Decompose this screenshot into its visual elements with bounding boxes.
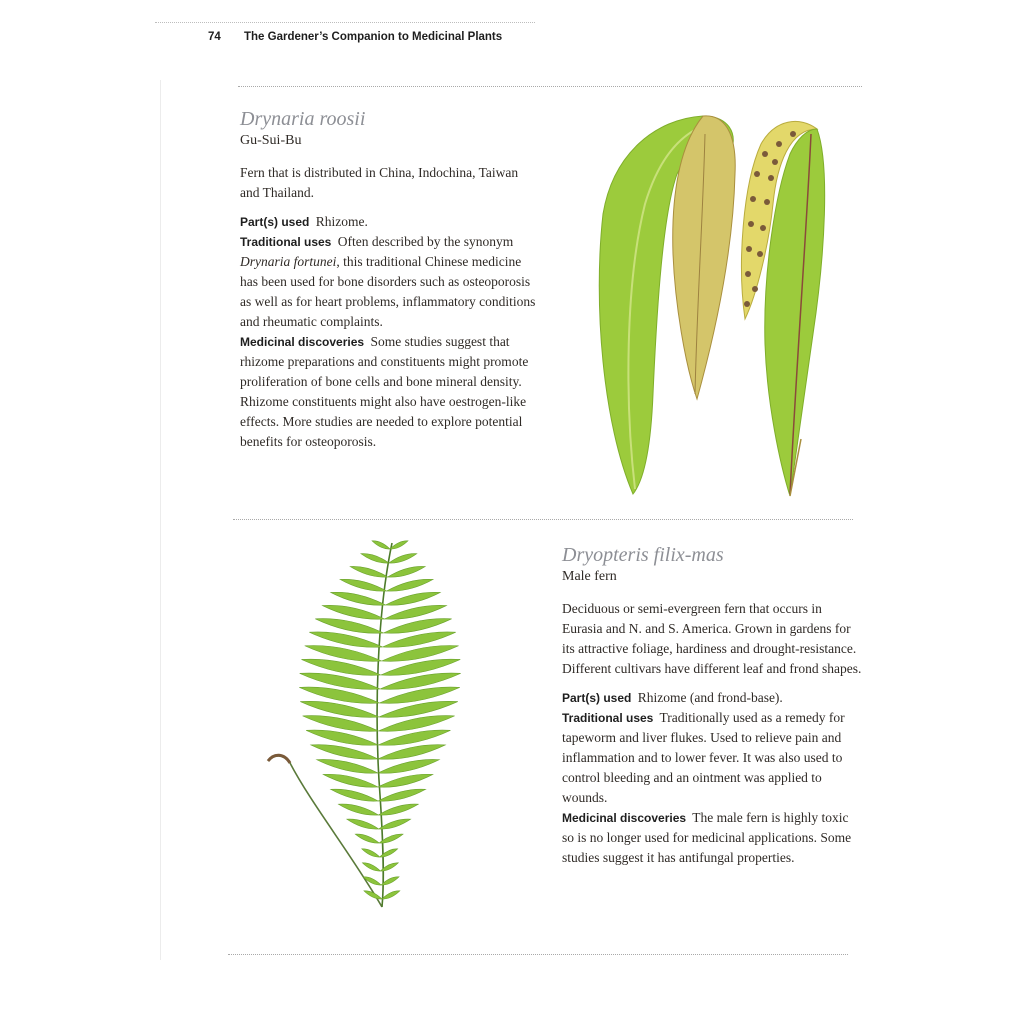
fern-pinna-right — [390, 541, 408, 549]
fern-pinna-right — [378, 759, 439, 773]
fern-pinna-right — [379, 716, 455, 732]
common-name: Male fern — [562, 569, 617, 584]
fern-pinna-right — [387, 579, 434, 591]
parts-used — [562, 688, 862, 708]
latin-name: Drynaria roosii — [240, 108, 366, 130]
parts-used — [240, 212, 540, 232]
parts-used-text: Rhizome. — [315, 214, 368, 229]
section-divider — [238, 86, 862, 87]
fern-pinna-right — [378, 804, 418, 815]
section-divider — [233, 519, 853, 520]
fern-pinna-right — [382, 645, 459, 661]
fern-pinna-left — [362, 849, 380, 857]
book-title: The Gardener’s Companion to Medicinal Plants — [244, 31, 503, 43]
fern-pinna-left — [340, 579, 387, 591]
fern-pinna-right — [378, 774, 433, 787]
fern-pinna-left — [339, 804, 379, 815]
plant-description: Deciduous or semi-evergreen fern that occurs in Eurasia and N. and S. America. Grown in gardens for its attractive foliage, hardiness and drought-resistance. Different cultivars have different leaf and frond shapes. — [562, 601, 862, 676]
fern-pinna-left — [361, 554, 389, 563]
medicinal-discoveries — [562, 808, 862, 868]
fern-pinna-left — [362, 863, 380, 871]
traditional-uses — [562, 708, 862, 808]
running-header — [208, 31, 502, 47]
fern-pinna-right — [378, 730, 450, 745]
fern-pinna-left — [355, 834, 379, 843]
fern-pinna-left — [303, 716, 379, 732]
dryopteris-illustration — [262, 535, 467, 940]
section-divider — [228, 954, 848, 955]
traditional-uses-text: Traditionally used as a remedy for tapeworm and liver flukes. Used to relieve pain and inflammation and to lower fever. It was also used to control bleeding and an ointment was applied to wounds. — [562, 710, 845, 805]
plant-description: Fern that is distributed in China, Indochina, Taiwan and Thailand. — [240, 165, 519, 200]
synonym-name: Drynaria fortunei — [240, 254, 337, 269]
fern-pinna-left — [306, 730, 378, 745]
medicinal-discoveries-label: Medicinal discoveries — [562, 811, 687, 825]
fern-pinna-left — [331, 592, 386, 605]
fern-pinna-left — [331, 789, 379, 801]
fern-pinna-right — [382, 891, 400, 899]
parts-used-label: Part(s) used — [240, 215, 310, 229]
medicinal-discoveries-text: The male fern is highly toxic so is no longer used for medicinal applications. Some studies suggest it has antifungal properties. — [562, 810, 852, 865]
medicinal-discoveries-text: Some studies suggest that rhizome preparations and constituents might promote proliferation of bone cells and bone mineral density. Rhizome constituents might also have oestrogen-like effects. More studies are needed to explore potential benefits for osteoporosis. — [240, 334, 529, 449]
traditional-uses — [240, 232, 540, 332]
fern-pinna-left — [347, 819, 379, 829]
parts-used-text: Rhizome (and frond-base). — [637, 690, 783, 705]
traditional-uses-text: Often described by the synonym — [337, 234, 514, 249]
fern-pinna-left — [317, 759, 378, 773]
traditional-uses-label: Traditional uses — [240, 235, 332, 249]
fern-pinna-right — [383, 632, 456, 647]
page-number: 74 — [208, 31, 221, 43]
medicinal-discoveries-label: Medicinal discoveries — [240, 335, 365, 349]
fern-pinna-left — [305, 645, 382, 661]
medicinal-discoveries — [240, 332, 540, 452]
common-name: Gu-Sui-Bu — [240, 133, 302, 148]
fern-pinna-right — [378, 745, 445, 760]
fern-pinnae — [299, 541, 460, 899]
top-divider — [155, 22, 535, 23]
fern-pinna-left — [309, 632, 382, 647]
traditional-uses-text-cont: , this traditional Chinese medicine has been used for bone disorders such as osteoporosis as well as for heart problems, inflammatory conditions and rheumatic complaints. — [240, 254, 536, 329]
fern-pinna-right — [389, 554, 417, 563]
fern-pinna-left — [323, 774, 378, 787]
fern-pinna-right — [384, 605, 446, 619]
plant-entry-dryopteris — [562, 542, 862, 868]
page-edge — [160, 80, 161, 960]
fern-pinna-right — [386, 592, 441, 605]
parts-used-label: Part(s) used — [562, 691, 632, 705]
fern-pinna-right — [388, 566, 426, 577]
latin-name: Dryopteris filix-mas — [562, 544, 724, 566]
fern-pinna-right — [383, 619, 451, 634]
plant-entry-drynaria — [240, 106, 540, 452]
fern-pinna-right — [379, 819, 411, 829]
fern-stipe — [268, 756, 382, 907]
fern-pinna-left — [315, 619, 383, 634]
fern-pinna-left — [300, 701, 379, 717]
drynaria-illustration — [585, 104, 835, 504]
fern-pinna-right — [379, 701, 458, 717]
fern-pinna-left — [322, 605, 384, 619]
fern-pinna-left — [350, 566, 388, 577]
fern-pinna-right — [378, 789, 426, 801]
traditional-uses-label: Traditional uses — [562, 711, 654, 725]
fern-pinna-left — [311, 745, 378, 760]
fern-pinna-left — [372, 541, 390, 549]
